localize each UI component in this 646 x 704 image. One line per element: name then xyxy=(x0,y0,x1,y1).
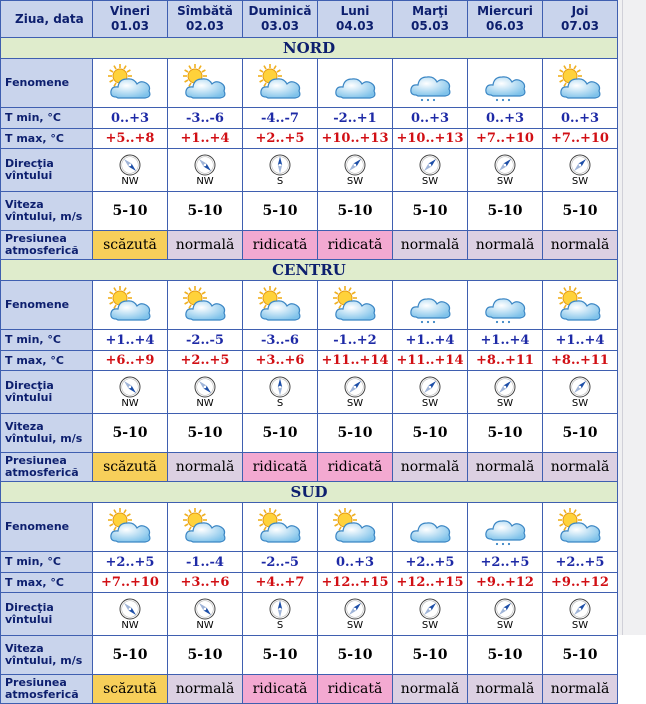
tmin-row xyxy=(1,552,618,573)
row-label xyxy=(1,330,93,351)
sun-cloud-icon xyxy=(106,507,154,547)
compass-icon xyxy=(344,154,366,176)
tmin-cell: -3..-6 xyxy=(168,108,243,129)
wind-speed-cell: 5-10 xyxy=(543,192,618,231)
compass-icon xyxy=(269,376,291,398)
tmax-cell: +3..+6 xyxy=(168,573,243,593)
cloud-snow-icon xyxy=(481,285,529,325)
pressure-cell: normală xyxy=(393,675,468,704)
wind-direction-text: SW xyxy=(496,398,514,409)
tmin-cell: +2..+5 xyxy=(543,552,618,573)
wind-direction-text: SW xyxy=(346,176,364,187)
row-label xyxy=(1,371,93,414)
pressure-row xyxy=(1,453,618,482)
phenomena-cell xyxy=(243,503,318,552)
wind-direction-text: SW xyxy=(421,176,439,187)
phenomena-cell xyxy=(318,281,393,330)
row-label-line: Fenomene xyxy=(5,298,70,311)
tmax-row xyxy=(1,129,618,149)
compass-icon xyxy=(494,154,516,176)
pressure-cell: normală xyxy=(468,675,543,704)
compass-icon xyxy=(344,598,366,620)
tmin-cell: 0..+3 xyxy=(543,108,618,129)
tmin-row xyxy=(1,108,618,129)
phenomena-cell xyxy=(543,503,618,552)
wind-speed-cell: 5-10 xyxy=(543,414,618,453)
pressure-cell: normală xyxy=(168,675,243,704)
tmax-cell: +5..+8 xyxy=(93,129,168,149)
pressure-cell: ridicată xyxy=(318,453,393,482)
phenomena-cell xyxy=(543,281,618,330)
region-title: NORD xyxy=(1,38,618,59)
wind-direction-cell xyxy=(93,371,168,414)
wind-direction-text: SW xyxy=(421,398,439,409)
row-label xyxy=(1,108,93,129)
wind-direction-text: NW xyxy=(121,176,139,187)
tmax-cell: +7..+10 xyxy=(468,129,543,149)
row-label xyxy=(1,59,93,108)
phenomena-cell xyxy=(243,281,318,330)
tmin-cell: 0..+3 xyxy=(93,108,168,129)
row-label xyxy=(1,192,93,231)
row-label xyxy=(1,129,93,149)
pressure-cell: ridicată xyxy=(318,675,393,704)
header-first-cell: Ziua, data xyxy=(1,1,93,38)
phenomena-cell xyxy=(243,59,318,108)
pressure-row xyxy=(1,231,618,260)
phenomena-cell xyxy=(468,59,543,108)
pressure-cell: normală xyxy=(468,453,543,482)
pressure-cell: normală xyxy=(543,231,618,260)
phenomena-cell xyxy=(93,503,168,552)
wind-direction-cell xyxy=(468,149,543,192)
header-day: Luni 04.03 xyxy=(318,1,393,38)
header-day: Miercuri 06.03 xyxy=(468,1,543,38)
wind-direction-cell xyxy=(93,593,168,636)
tmax-cell: +9..+12 xyxy=(543,573,618,593)
wind-direction-cell xyxy=(318,149,393,192)
pressure-cell: normală xyxy=(168,453,243,482)
header-day: Vineri 01.03 xyxy=(93,1,168,38)
pressure-cell: ridicată xyxy=(243,453,318,482)
compass-icon xyxy=(194,598,216,620)
tmin-cell: -3..-6 xyxy=(243,330,318,351)
tmax-cell: +8..+11 xyxy=(543,351,618,371)
phenomena-cell xyxy=(318,503,393,552)
region-row xyxy=(1,482,618,503)
wind-speed-row xyxy=(1,414,618,453)
tmax-row xyxy=(1,573,618,593)
wind-direction-cell xyxy=(243,149,318,192)
phenomena-cell xyxy=(318,59,393,108)
tmax-cell: +4..+7 xyxy=(243,573,318,593)
tmin-cell: +2..+5 xyxy=(468,552,543,573)
row-label-line: Viteza xyxy=(5,642,44,655)
compass-icon xyxy=(119,598,141,620)
wind-direction-text: NW xyxy=(121,398,139,409)
compass-icon xyxy=(419,376,441,398)
sun-cloud-icon xyxy=(106,63,154,103)
row-label-line: T min, °C xyxy=(5,111,61,124)
sun-cloud-icon xyxy=(181,507,229,547)
cloud-icon xyxy=(331,63,379,103)
row-label xyxy=(1,675,93,704)
region-title: SUD xyxy=(1,482,618,503)
wind-direction-cell xyxy=(543,149,618,192)
pressure-cell: normală xyxy=(543,453,618,482)
header-row xyxy=(1,1,618,38)
row-label xyxy=(1,573,93,593)
row-label-line: vîntului, m/s xyxy=(5,210,83,223)
wind-direction-text: S xyxy=(276,398,284,409)
tmin-cell: 0..+3 xyxy=(393,108,468,129)
tmin-cell: -4..-7 xyxy=(243,108,318,129)
compass-icon xyxy=(119,154,141,176)
wind-speed-cell: 5-10 xyxy=(468,192,543,231)
sun-cloud-icon xyxy=(106,285,154,325)
row-label-line: Presiunea xyxy=(5,454,67,467)
phenomena-row xyxy=(1,281,618,330)
wind-direction-text: S xyxy=(276,176,284,187)
wind-direction-row xyxy=(1,593,618,636)
pressure-cell: ridicată xyxy=(243,675,318,704)
cloud-snow-icon xyxy=(481,507,529,547)
scrollbar-track[interactable] xyxy=(618,0,646,635)
wind-direction-cell xyxy=(243,371,318,414)
region-row xyxy=(1,38,618,59)
row-label-line: Viteza xyxy=(5,198,44,211)
tmin-cell: -1..+2 xyxy=(318,330,393,351)
wind-direction-row xyxy=(1,149,618,192)
phenomena-cell xyxy=(168,281,243,330)
row-label-line: Direcţia xyxy=(5,601,54,614)
row-label xyxy=(1,231,93,260)
wind-speed-cell: 5-10 xyxy=(243,636,318,675)
tmin-cell: +1..+4 xyxy=(543,330,618,351)
wind-speed-cell: 5-10 xyxy=(243,192,318,231)
row-label xyxy=(1,503,93,552)
row-label xyxy=(1,149,93,192)
row-label-line: T min, °C xyxy=(5,333,61,346)
row-label-line: atmosferică xyxy=(5,466,79,479)
wind-direction-text: SW xyxy=(571,620,589,631)
wind-speed-cell: 5-10 xyxy=(93,192,168,231)
row-label xyxy=(1,281,93,330)
tmin-row xyxy=(1,330,618,351)
wind-direction-cell xyxy=(168,593,243,636)
region-title: CENTRU xyxy=(1,260,618,281)
pressure-cell: normală xyxy=(543,675,618,704)
wind-direction-text: SW xyxy=(346,620,364,631)
phenomena-cell xyxy=(168,503,243,552)
row-label xyxy=(1,552,93,573)
tmax-cell: +2..+5 xyxy=(243,129,318,149)
wind-direction-cell xyxy=(393,371,468,414)
wind-direction-text: SW xyxy=(346,398,364,409)
row-label xyxy=(1,351,93,371)
wind-speed-cell: 5-10 xyxy=(318,414,393,453)
wind-direction-cell xyxy=(318,371,393,414)
row-label-line: atmosferică xyxy=(5,244,79,257)
wind-direction-cell xyxy=(93,149,168,192)
cloud-snow-icon xyxy=(406,63,454,103)
scrollbar-stripe xyxy=(622,0,623,635)
row-label-line: vîntului xyxy=(5,613,53,626)
compass-icon xyxy=(194,376,216,398)
cloud-icon xyxy=(406,507,454,547)
cloud-snow-icon xyxy=(406,285,454,325)
tmax-row xyxy=(1,351,618,371)
wind-speed-cell: 5-10 xyxy=(393,192,468,231)
row-label-line: atmosferică xyxy=(5,688,79,701)
phenomena-row xyxy=(1,503,618,552)
pressure-cell: scăzută xyxy=(93,453,168,482)
cloud-snow-icon xyxy=(481,63,529,103)
phenomena-row xyxy=(1,59,618,108)
wind-direction-cell xyxy=(543,593,618,636)
wind-speed-cell: 5-10 xyxy=(543,636,618,675)
wind-speed-cell: 5-10 xyxy=(318,636,393,675)
tmin-cell: +1..+4 xyxy=(468,330,543,351)
row-label xyxy=(1,414,93,453)
header-day: Sîmbătă 02.03 xyxy=(168,1,243,38)
row-label-line: T min, °C xyxy=(5,555,61,568)
wind-direction-text: S xyxy=(276,620,284,631)
header-day: Duminică 03.03 xyxy=(243,1,318,38)
pressure-cell: ridicată xyxy=(243,231,318,260)
wind-direction-text: SW xyxy=(571,398,589,409)
wind-direction-cell xyxy=(543,371,618,414)
compass-icon xyxy=(269,598,291,620)
wind-direction-cell xyxy=(393,149,468,192)
pressure-cell: normală xyxy=(393,453,468,482)
phenomena-cell xyxy=(393,59,468,108)
wind-speed-cell: 5-10 xyxy=(93,414,168,453)
pressure-cell: normală xyxy=(393,231,468,260)
sun-cloud-icon xyxy=(256,507,304,547)
wind-direction-cell xyxy=(168,149,243,192)
pressure-row xyxy=(1,675,618,704)
wind-direction-cell xyxy=(168,371,243,414)
tmax-cell: +11..+14 xyxy=(393,351,468,371)
tmax-cell: +1..+4 xyxy=(168,129,243,149)
tmin-cell: -1..-4 xyxy=(168,552,243,573)
row-label-line: Presiunea xyxy=(5,232,67,245)
tmax-cell: +10..+13 xyxy=(393,129,468,149)
phenomena-cell xyxy=(393,281,468,330)
row-label xyxy=(1,593,93,636)
sun-cloud-icon xyxy=(256,63,304,103)
tmin-cell: 0..+3 xyxy=(318,552,393,573)
wind-speed-cell: 5-10 xyxy=(168,192,243,231)
wind-direction-cell xyxy=(468,371,543,414)
wind-speed-cell: 5-10 xyxy=(393,636,468,675)
wind-speed-cell: 5-10 xyxy=(93,636,168,675)
sun-cloud-icon xyxy=(181,285,229,325)
row-label-line: T max, °C xyxy=(5,575,64,589)
phenomena-cell xyxy=(468,503,543,552)
compass-icon xyxy=(569,598,591,620)
wind-speed-cell: 5-10 xyxy=(393,414,468,453)
compass-icon xyxy=(569,154,591,176)
sun-cloud-icon xyxy=(556,507,604,547)
row-label-line: vîntului xyxy=(5,391,53,404)
tmin-cell: -2..+1 xyxy=(318,108,393,129)
phenomena-cell xyxy=(93,59,168,108)
row-label-line: Fenomene xyxy=(5,76,70,89)
tmax-cell: +11..+14 xyxy=(318,351,393,371)
compass-icon xyxy=(269,154,291,176)
row-label-line: Direcţia xyxy=(5,379,54,392)
wind-direction-text: NW xyxy=(196,398,214,409)
phenomena-cell xyxy=(93,281,168,330)
wind-direction-text: SW xyxy=(571,176,589,187)
phenomena-cell xyxy=(543,59,618,108)
pressure-cell: normală xyxy=(468,231,543,260)
wind-speed-cell: 5-10 xyxy=(168,636,243,675)
compass-icon xyxy=(194,154,216,176)
tmax-cell: +3..+6 xyxy=(243,351,318,371)
header-day: Marţi 05.03 xyxy=(393,1,468,38)
row-label-line: Viteza xyxy=(5,420,44,433)
row-label xyxy=(1,636,93,675)
row-label-line: vîntului, m/s xyxy=(5,654,83,667)
row-label-line: vîntului, m/s xyxy=(5,432,83,445)
compass-icon xyxy=(344,376,366,398)
region-row xyxy=(1,260,618,281)
phenomena-cell xyxy=(468,281,543,330)
wind-direction-cell xyxy=(243,593,318,636)
sun-cloud-icon xyxy=(256,285,304,325)
tmax-cell: +8..+11 xyxy=(468,351,543,371)
pressure-cell: ridicată xyxy=(318,231,393,260)
tmin-cell: +2..+5 xyxy=(393,552,468,573)
tmax-cell: +6..+9 xyxy=(93,351,168,371)
sun-cloud-icon xyxy=(556,285,604,325)
wind-speed-cell: 5-10 xyxy=(168,414,243,453)
row-label-line: vîntului xyxy=(5,169,53,182)
wind-direction-text: SW xyxy=(496,620,514,631)
pressure-cell: scăzută xyxy=(93,675,168,704)
wind-direction-row xyxy=(1,371,618,414)
row-label xyxy=(1,453,93,482)
wind-direction-cell xyxy=(318,593,393,636)
tmin-cell: -2..-5 xyxy=(243,552,318,573)
pressure-cell: normală xyxy=(168,231,243,260)
wind-direction-text: SW xyxy=(496,176,514,187)
wind-direction-cell xyxy=(468,593,543,636)
tmax-cell: +7..+10 xyxy=(93,573,168,593)
compass-icon xyxy=(119,376,141,398)
row-label-line: Direcţia xyxy=(5,157,54,170)
wind-speed-row xyxy=(1,636,618,675)
tmax-cell: +12..+15 xyxy=(318,573,393,593)
wind-direction-text: NW xyxy=(196,176,214,187)
tmax-cell: +10..+13 xyxy=(318,129,393,149)
wind-speed-row xyxy=(1,192,618,231)
compass-icon xyxy=(569,376,591,398)
tmin-cell: -2..-5 xyxy=(168,330,243,351)
row-label-line: Presiunea xyxy=(5,676,67,689)
wind-speed-cell: 5-10 xyxy=(318,192,393,231)
sun-cloud-icon xyxy=(181,63,229,103)
tmax-cell: +7..+10 xyxy=(543,129,618,149)
tmin-cell: +1..+4 xyxy=(393,330,468,351)
wind-speed-cell: 5-10 xyxy=(468,636,543,675)
wind-direction-text: NW xyxy=(121,620,139,631)
tmin-cell: +1..+4 xyxy=(93,330,168,351)
compass-icon xyxy=(494,376,516,398)
tmax-cell: +2..+5 xyxy=(168,351,243,371)
row-label-line: T max, °C xyxy=(5,353,64,367)
wind-direction-cell xyxy=(393,593,468,636)
compass-icon xyxy=(494,598,516,620)
sun-cloud-icon xyxy=(331,285,379,325)
pressure-cell: scăzută xyxy=(93,231,168,260)
sun-cloud-icon xyxy=(556,63,604,103)
compass-icon xyxy=(419,598,441,620)
sun-cloud-icon xyxy=(331,507,379,547)
row-label-line: Fenomene xyxy=(5,520,70,533)
tmin-cell: 0..+3 xyxy=(468,108,543,129)
wind-direction-text: NW xyxy=(196,620,214,631)
wind-direction-text: SW xyxy=(421,620,439,631)
header-day: Joi 07.03 xyxy=(543,1,618,38)
compass-icon xyxy=(419,154,441,176)
phenomena-cell xyxy=(393,503,468,552)
tmin-cell: +2..+5 xyxy=(93,552,168,573)
wind-speed-cell: 5-10 xyxy=(243,414,318,453)
tmax-cell: +12..+15 xyxy=(393,573,468,593)
row-label-line: T max, °C xyxy=(5,131,64,145)
wind-speed-cell: 5-10 xyxy=(468,414,543,453)
tmax-cell: +9..+12 xyxy=(468,573,543,593)
phenomena-cell xyxy=(168,59,243,108)
